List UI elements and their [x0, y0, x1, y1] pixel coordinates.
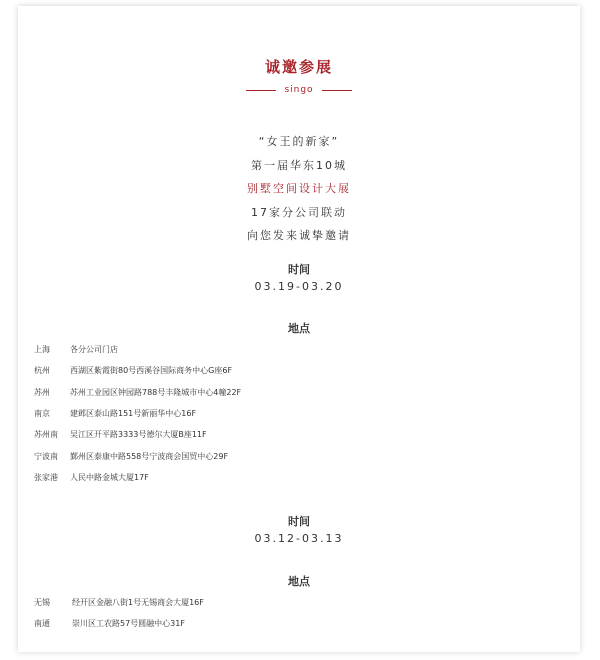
intro-line-highlight: 别墅空间设计大展 — [247, 182, 351, 195]
location-row — [34, 467, 241, 488]
section2-place-heading: 地点 — [288, 575, 310, 588]
invitation-card — [18, 6, 580, 652]
intro-block — [18, 130, 580, 248]
location-address: 苏州工业园区钟园路788号丰隆城市中心4幢22F — [70, 387, 242, 397]
section1-location-list — [34, 339, 241, 488]
location-address: 人民中路金城大厦17F — [70, 472, 149, 482]
location-row — [34, 339, 241, 360]
location-city: 南京 — [34, 409, 50, 419]
location-address: 崇川区工农路57号圆融中心31F — [72, 619, 185, 629]
intro-line: “女王的新家” — [258, 135, 340, 148]
subtitle-row — [18, 85, 580, 95]
location-city: 上海 — [34, 345, 50, 355]
location-city: 张家港 — [34, 472, 58, 482]
section1-place-heading: 地点 — [288, 322, 310, 335]
location-city: 无锡 — [34, 598, 50, 608]
section2-date: 03.12-03.13 — [254, 532, 344, 545]
intro-line: 向您发来诚挚邀请 — [247, 229, 351, 242]
section2-location-list — [34, 592, 204, 635]
location-city: 杭州 — [34, 366, 50, 376]
intro-line: 第一届华东10城 — [251, 158, 347, 172]
intro-line: 17家分公司联动 — [251, 205, 347, 219]
location-address: 建邺区泰山路151号新丽华中心16F — [70, 409, 197, 419]
location-city: 宁波南 — [34, 451, 58, 461]
location-address: 鄞州区泰康中路558号宁波商会国贸中心29F — [70, 451, 229, 461]
section2-time-heading: 时间 — [288, 515, 310, 528]
location-address: 经开区金融八街1号无锡商会大厦16F — [72, 598, 204, 608]
location-row — [34, 382, 241, 403]
location-city: 苏州南 — [34, 430, 58, 440]
location-row — [34, 424, 241, 445]
location-city: 南通 — [34, 619, 50, 629]
subtitle-left-rule — [246, 90, 276, 91]
location-row — [34, 613, 204, 634]
location-row — [34, 445, 241, 466]
section1-date: 03.19-03.20 — [254, 280, 344, 293]
subtitle-text: singo — [284, 85, 314, 95]
section1-time-heading: 时间 — [288, 263, 310, 276]
location-address: 西湖区紫霞街80号西溪谷国际商务中心G座6F — [70, 366, 233, 376]
location-row — [34, 403, 241, 424]
location-address: 吴江区开平路3333号德尔大厦B座11F — [70, 430, 207, 440]
location-address: 各分公司门店 — [70, 345, 118, 355]
location-city: 苏州 — [34, 387, 50, 397]
location-row — [34, 592, 204, 613]
location-row — [34, 360, 241, 381]
invitation-title: 诚邀参展 — [264, 58, 333, 76]
subtitle-right-rule — [322, 90, 352, 91]
